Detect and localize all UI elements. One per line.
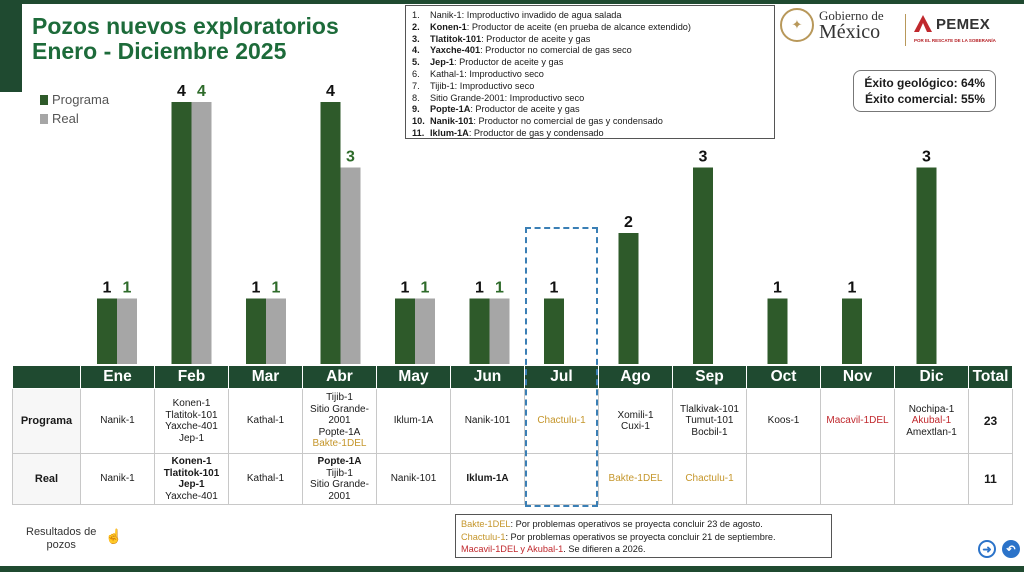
note-well-name: Jep-1 [430,57,455,68]
table-cell [747,389,821,454]
table-cell [229,389,303,454]
bar-programa-ene [97,299,117,365]
well-name: Tijib-1 [326,392,353,404]
legend-label-real: Real [52,111,79,126]
note-number: 7. [412,80,420,91]
hand-pointer-icon[interactable]: ☝ [105,528,123,544]
gobierno-logo-line2: México [819,20,881,43]
note-number: 2. [412,21,420,32]
well-name: 2001 [328,490,351,502]
well-name: Nochipa-1 [908,403,955,415]
footnote [461,518,826,531]
table-cell [451,389,525,454]
well-name: Koos-1 [767,415,800,427]
note-well-name: Yaxche-401 [430,45,481,56]
table-row [13,454,1013,505]
arrow-back-circle-icon[interactable]: ↶ [1002,540,1020,558]
data-label-real-jun: 1 [495,279,504,297]
title-line2: Enero - Diciembre 2025 [32,38,287,64]
note-well-name: Iklum-1A [430,127,469,138]
note-text: : Productor de gas y condensado [468,127,604,138]
table-cell [81,454,155,505]
well-name: Konen-1 [171,456,212,467]
well-name: Cuxi-1 [621,421,650,432]
table-cell [451,454,525,505]
data-label-real-ene: 1 [122,279,132,297]
well-name: 2001 [328,415,351,427]
data-label-real-abr: 3 [346,148,355,166]
bottom-bar [0,566,1024,572]
bar-programa-sep [693,168,713,365]
bar-real-abr [341,168,361,365]
table-cell [673,454,747,505]
arrow-right-circle-icon[interactable]: ➜ [978,540,996,558]
note-number: 11. [412,127,425,138]
success-geologico: Éxito geológico: 64% [864,76,985,90]
well-name: Nanik-1 [100,473,135,485]
data-label-programa-jul: 1 [549,279,559,297]
well-name: Tumut-101 [685,415,734,427]
note-text: : Productor no comercial de gas y condensado [473,116,663,127]
bar-real-ene [117,299,137,365]
note-number: 9. [412,104,420,115]
bar-programa-jun [470,299,490,365]
bar-real-may [415,299,435,365]
well-name: Tlatitok-101 [163,467,220,479]
table-cell [895,389,969,454]
data-label-programa-sep: 3 [698,148,708,166]
well-name: Bakte-1DEL [312,438,367,450]
note-well-name: Tlatitok-101 [430,33,482,44]
note-well-name: Konen-1 [430,21,467,32]
data-label-programa-ene: 1 [102,279,112,297]
bar-real-jun [490,299,510,365]
total-header: Total [969,366,1013,389]
well-name: Tijib-1 [326,467,353,479]
data-label-real-feb: 4 [197,83,206,100]
month-header: Oct [747,366,821,389]
success-comercial: Éxito comercial: 55% [864,92,985,106]
bar-real-mar [266,299,286,365]
well-name: Popte-1A [317,456,362,467]
well-name: Sitio Grande- [310,479,369,490]
table-cell [377,454,451,505]
month-header: Jul [525,366,599,389]
table-cell [303,454,377,505]
table-cell [599,389,673,454]
results-label-line1: Resultados de [26,526,97,538]
well-name: Chactulu-1 [685,473,734,485]
table-header-row [13,366,1013,389]
table-cell [673,389,747,454]
bar-programa-may [395,299,415,365]
row-total: 23 [969,389,1013,454]
note-text: : Productor no comercial de gas seco [480,45,632,56]
table-cell [895,454,969,505]
well-name: Jep-1 [178,479,205,490]
data-label-programa-nov: 1 [847,279,857,297]
table-cell [155,389,229,454]
data-label-programa-abr: 4 [326,83,335,100]
data-label-programa-oct: 1 [773,279,782,297]
footnote [461,531,826,544]
well-name: Bocbil-1 [691,426,728,438]
row-label: Real [13,454,81,505]
well-name: Popte-1A [318,426,361,438]
data-label-programa-dic: 3 [922,148,931,166]
well-name: Xomili-1 [617,409,654,421]
data-label-programa-may: 1 [400,279,410,297]
note-number: 10. [412,116,425,127]
month-header: Mar [229,366,303,389]
footnote-text: : Por problemas operativos se proyecta concluir 21 de septiembre. [505,531,776,542]
month-header: Ene [81,366,155,389]
table-cell [599,454,673,505]
results-label [26,526,96,552]
month-header: May [377,366,451,389]
well-name: Iklum-1A [393,415,434,427]
well-name: Nanik-1 [100,415,135,427]
data-label-real-may: 1 [420,279,430,297]
bar-programa-feb [172,102,192,364]
bar-programa-dic [917,168,937,365]
well-name: Tlatitok-101 [165,409,218,421]
table-cell [155,454,229,505]
table-cell [229,454,303,505]
table-cell [377,389,451,454]
pemex-wordmark: PEMEX [936,16,991,33]
footnote-text: : Por problemas operativos se proyecta concluir 23 de agosto. [510,519,763,529]
bar-programa-mar [246,299,266,365]
well-name: Iklum-1A [466,473,509,485]
well-name: Chactulu-1 [537,415,586,427]
note-text: : Productor de aceite y gas [470,104,580,115]
note-number: 1. [412,10,420,20]
footnote-text: . Se difieren a 2026. [563,544,646,554]
well-name: Kathal-1 [246,473,285,485]
well-name: Tlalkivak-101 [680,403,739,415]
table-row [13,389,1013,454]
data-label-programa-ago: 2 [624,214,633,231]
well-name: Sitio Grande- [310,403,369,415]
note-text: : Productor de aceite y gas [454,57,564,68]
pemex-slogan: POR EL RESCATE DE LA SOBERANÍA [914,38,996,43]
footnote [461,543,826,556]
note-number: 8. [412,92,420,103]
data-label-programa-feb: 4 [177,83,186,100]
well-name: Nanik-101 [464,415,511,427]
data-label-real-mar: 1 [271,279,281,297]
well-name: Jep-1 [178,432,204,444]
national-seal-icon: ✦ [780,8,814,42]
note-well-name: Popte-1A [430,104,471,115]
well-name: Yaxche-401 [165,421,218,432]
results-label-line2: pozos [46,539,76,551]
well-name: Nanik-101 [390,473,437,485]
footnote-well: Chactulu-1 [461,531,506,542]
bar-programa-ago [619,233,639,364]
bar-programa-jul [544,299,564,365]
well-name: Amextlan-1 [906,426,957,438]
table-cell [821,454,895,505]
note-text: : Productor de aceite (en prueba de alcance extendido) [466,21,691,32]
well-name: Akubal-1 [911,415,952,427]
well-name: Macavil-1DEL [826,415,889,427]
note-well-name: Nanik-101 [430,116,474,127]
table-cell [525,454,599,505]
bar-real-feb [192,102,212,364]
table-cell [81,389,155,454]
well-name: Bakte-1DEL [608,473,663,485]
note-text: Kathal-1: Improductivo seco [430,68,544,79]
footnote-well: Macavil-1DEL y Akubal-1 [461,544,564,554]
data-label-programa-jun: 1 [475,279,484,297]
note-number: 5. [412,57,420,68]
table-header-corner [13,366,81,389]
month-header: Sep [673,366,747,389]
month-header: Dic [895,366,969,389]
note-number: 4. [412,45,420,56]
wells-table [12,365,1013,505]
title-line1: Pozos nuevos exploratorios [32,13,339,39]
footnote-well: Bakte-1DEL [461,519,511,529]
row-label: Programa [13,389,81,454]
table-cell [525,389,599,454]
note-text: Tijib-1: Improductivo seco [430,80,535,91]
data-label-programa-mar: 1 [251,279,261,297]
month-header: Nov [821,366,895,389]
note-number: 3. [412,33,420,44]
table-cell [821,389,895,454]
month-header: Jun [451,366,525,389]
legend-label-programa: Programa [52,92,110,107]
table-cell [303,389,377,454]
table-cell [747,454,821,505]
note-number: 6. [412,68,420,79]
bar-programa-oct [768,299,788,365]
row-total: 11 [969,454,1013,505]
bar-programa-abr [321,102,341,364]
gobierno-logo-line1: Gobierno de [819,7,884,23]
well-name: Konen-1 [172,398,211,409]
footnotes-box [455,514,832,558]
month-header: Abr [303,366,377,389]
note-text: : Productor de aceite y gas [481,33,591,44]
month-header: Feb [155,366,229,389]
note-text: Nanik-1: Improductivo invadido de agua salada [430,10,622,20]
month-header: Ago [599,366,673,389]
well-name: Kathal-1 [246,415,285,427]
bar-programa-nov [842,299,862,365]
note-text: Sitio Grande-2001: Improductivo seco [430,92,585,103]
well-name: Yaxche-401 [165,490,218,502]
